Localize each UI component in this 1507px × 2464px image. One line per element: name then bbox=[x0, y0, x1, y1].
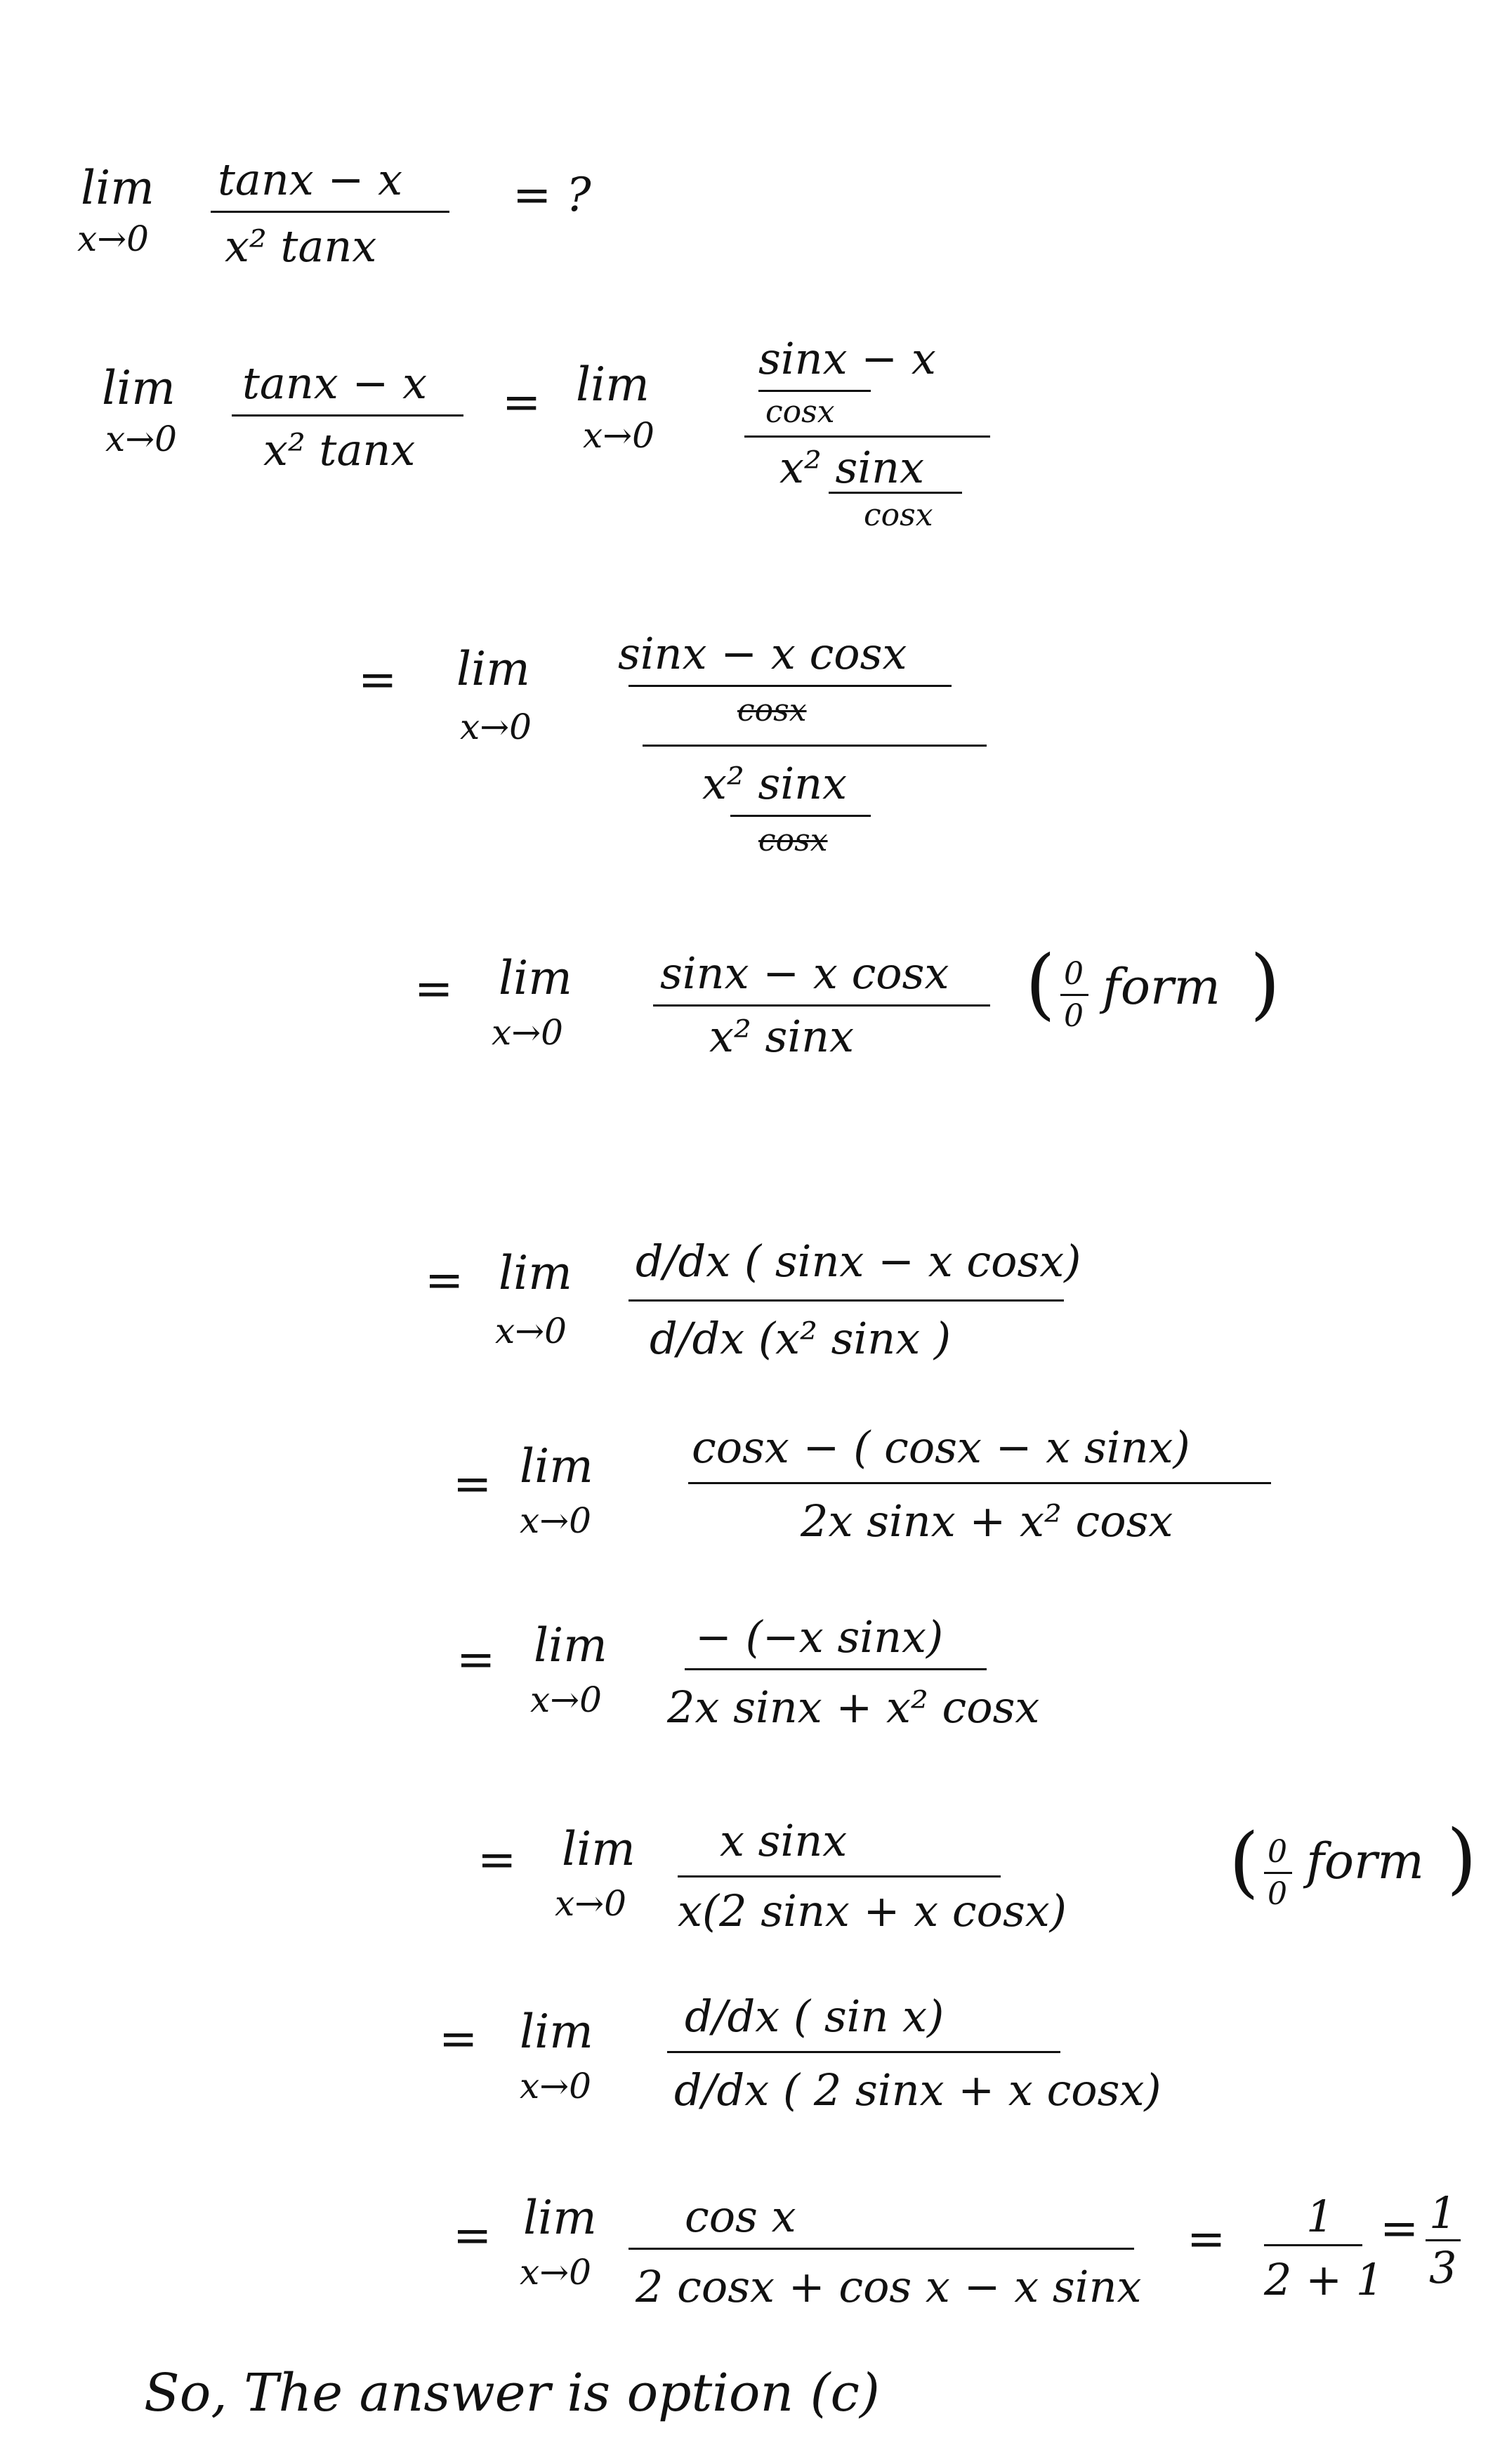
denominator: x² tanx bbox=[225, 221, 377, 272]
final-denominator: 3 bbox=[1429, 2242, 1457, 2293]
hint-fraction-bar bbox=[1060, 994, 1088, 996]
inner-numerator: x² sinx bbox=[702, 758, 848, 809]
final-fraction-bar bbox=[1426, 2239, 1461, 2241]
result-denominator: 2 + 1 bbox=[1264, 2254, 1384, 2305]
equals-sign: = bbox=[425, 1253, 464, 1307]
result-fraction-bar bbox=[1264, 2244, 1362, 2246]
numerator: x sinx bbox=[720, 1815, 848, 1866]
lim-label: lim bbox=[102, 361, 176, 415]
numerator: d/dx ( sin x) bbox=[685, 1991, 945, 2042]
equals-sign: = bbox=[1187, 2212, 1226, 2266]
hint-paren-open: ( bbox=[1229, 1816, 1259, 1906]
lim-subscript: x→0 bbox=[555, 1883, 626, 1924]
lim-subscript: x→0 bbox=[77, 218, 149, 259]
inner-denominator: cosx bbox=[864, 497, 933, 533]
inner-fraction-bar bbox=[629, 685, 952, 687]
denominator: 2x sinx + x² cosx bbox=[801, 1495, 1173, 1547]
lim-label: lim bbox=[499, 951, 572, 1005]
equals-sign: = bbox=[414, 962, 454, 1016]
lim-subscript: x→0 bbox=[520, 1500, 591, 1541]
hint-numerator: 0 bbox=[1064, 956, 1084, 992]
equals-sign: = bbox=[1380, 2201, 1419, 2255]
lim-label: lim bbox=[523, 2191, 597, 2245]
hint-numerator: 0 bbox=[1268, 1834, 1287, 1870]
fraction-bar bbox=[685, 1668, 987, 1670]
inner-numerator: sinx − x cosx bbox=[618, 628, 907, 679]
lim-label: lim bbox=[81, 161, 154, 215]
fraction-bar bbox=[232, 414, 463, 417]
lim-subscript: x→0 bbox=[105, 419, 177, 459]
hint-denominator: 0 bbox=[1268, 1876, 1287, 1912]
numerator: tanx − x bbox=[218, 154, 403, 205]
lim-subscript: x→0 bbox=[530, 1679, 602, 1720]
question-equals: = ? bbox=[513, 168, 591, 222]
fraction-bar bbox=[629, 2248, 1134, 2250]
final-numerator: 1 bbox=[1429, 2187, 1457, 2239]
lim-subscript: x→0 bbox=[520, 2066, 591, 2106]
fraction-bar bbox=[667, 2051, 1060, 2053]
inner-fraction-bar bbox=[730, 815, 871, 817]
hint-word: form bbox=[1103, 958, 1220, 1016]
denominator: 2x sinx + x² cosx bbox=[667, 1682, 1040, 1733]
equals-sign: = bbox=[439, 2012, 478, 2066]
numerator: cos x bbox=[685, 2191, 796, 2242]
hint-paren-open: ( bbox=[1025, 938, 1055, 1028]
numerator: tanx − x bbox=[242, 358, 428, 409]
main-fraction-bar bbox=[744, 435, 990, 438]
hint-paren-close: ) bbox=[1447, 1813, 1477, 1903]
inner-fraction-bar bbox=[758, 390, 871, 392]
numerator: − (−x sinx) bbox=[695, 1611, 944, 1663]
equals-sign: = bbox=[453, 2208, 492, 2262]
equals-sign: = bbox=[358, 653, 397, 707]
denominator: x² sinx bbox=[709, 1011, 855, 1062]
denominator: x² tanx bbox=[263, 424, 416, 476]
denominator: 2 cosx + cos x − x sinx bbox=[636, 2261, 1142, 2312]
inner-denominator: cosx bbox=[765, 394, 835, 430]
lim-label: lim bbox=[520, 1439, 593, 1493]
lim-label: lim bbox=[499, 1246, 572, 1300]
lim-subscript: x→0 bbox=[520, 2252, 591, 2293]
equals-sign: = bbox=[456, 1632, 496, 1686]
fraction-bar bbox=[211, 211, 449, 213]
lim-label: lim bbox=[520, 2005, 593, 2059]
equals-sign: = bbox=[478, 1833, 517, 1887]
lim-label: lim bbox=[456, 642, 530, 696]
lim-label: lim bbox=[534, 1618, 607, 1672]
lim-subscript: x→0 bbox=[460, 707, 532, 747]
hint-paren-close: ) bbox=[1250, 938, 1280, 1028]
denominator: d/dx (x² sinx ) bbox=[650, 1313, 952, 1364]
fraction-bar bbox=[678, 1875, 1001, 1878]
cancelled-cos: cosx bbox=[737, 693, 807, 728]
inner-fraction-bar bbox=[829, 492, 962, 494]
numerator: cosx − ( cosx − x sinx) bbox=[692, 1422, 1190, 1473]
answer-statement: So, The answer is option (c) bbox=[144, 2363, 880, 2423]
numerator: d/dx ( sinx − x cosx) bbox=[636, 1236, 1081, 1287]
inner-numerator: x² sinx bbox=[779, 442, 925, 493]
fraction-bar bbox=[653, 1004, 990, 1007]
inner-numerator: sinx − x bbox=[758, 333, 936, 384]
fraction-bar bbox=[629, 1299, 1064, 1302]
result-numerator: 1 bbox=[1306, 2191, 1334, 2242]
fraction-bar bbox=[688, 1482, 1271, 1484]
denominator: x(2 sinx + x cosx) bbox=[678, 1885, 1067, 1937]
hint-fraction-bar bbox=[1264, 1872, 1292, 1874]
lim-subscript: x→0 bbox=[583, 415, 654, 456]
numerator: sinx − x cosx bbox=[660, 948, 949, 999]
lim-label: lim bbox=[576, 358, 650, 412]
lim-subscript: x→0 bbox=[492, 1012, 563, 1053]
lim-label: lim bbox=[562, 1822, 636, 1876]
hint-word: form bbox=[1306, 1833, 1424, 1890]
equals-sign: = bbox=[453, 1457, 492, 1511]
hint-denominator: 0 bbox=[1064, 998, 1084, 1034]
main-fraction-bar bbox=[643, 745, 987, 747]
denominator: d/dx ( 2 sinx + x cosx) bbox=[674, 2064, 1161, 2116]
lim-subscript: x→0 bbox=[495, 1311, 567, 1351]
cancelled-cos: cosx bbox=[758, 823, 828, 858]
equals-sign: = bbox=[502, 375, 541, 429]
